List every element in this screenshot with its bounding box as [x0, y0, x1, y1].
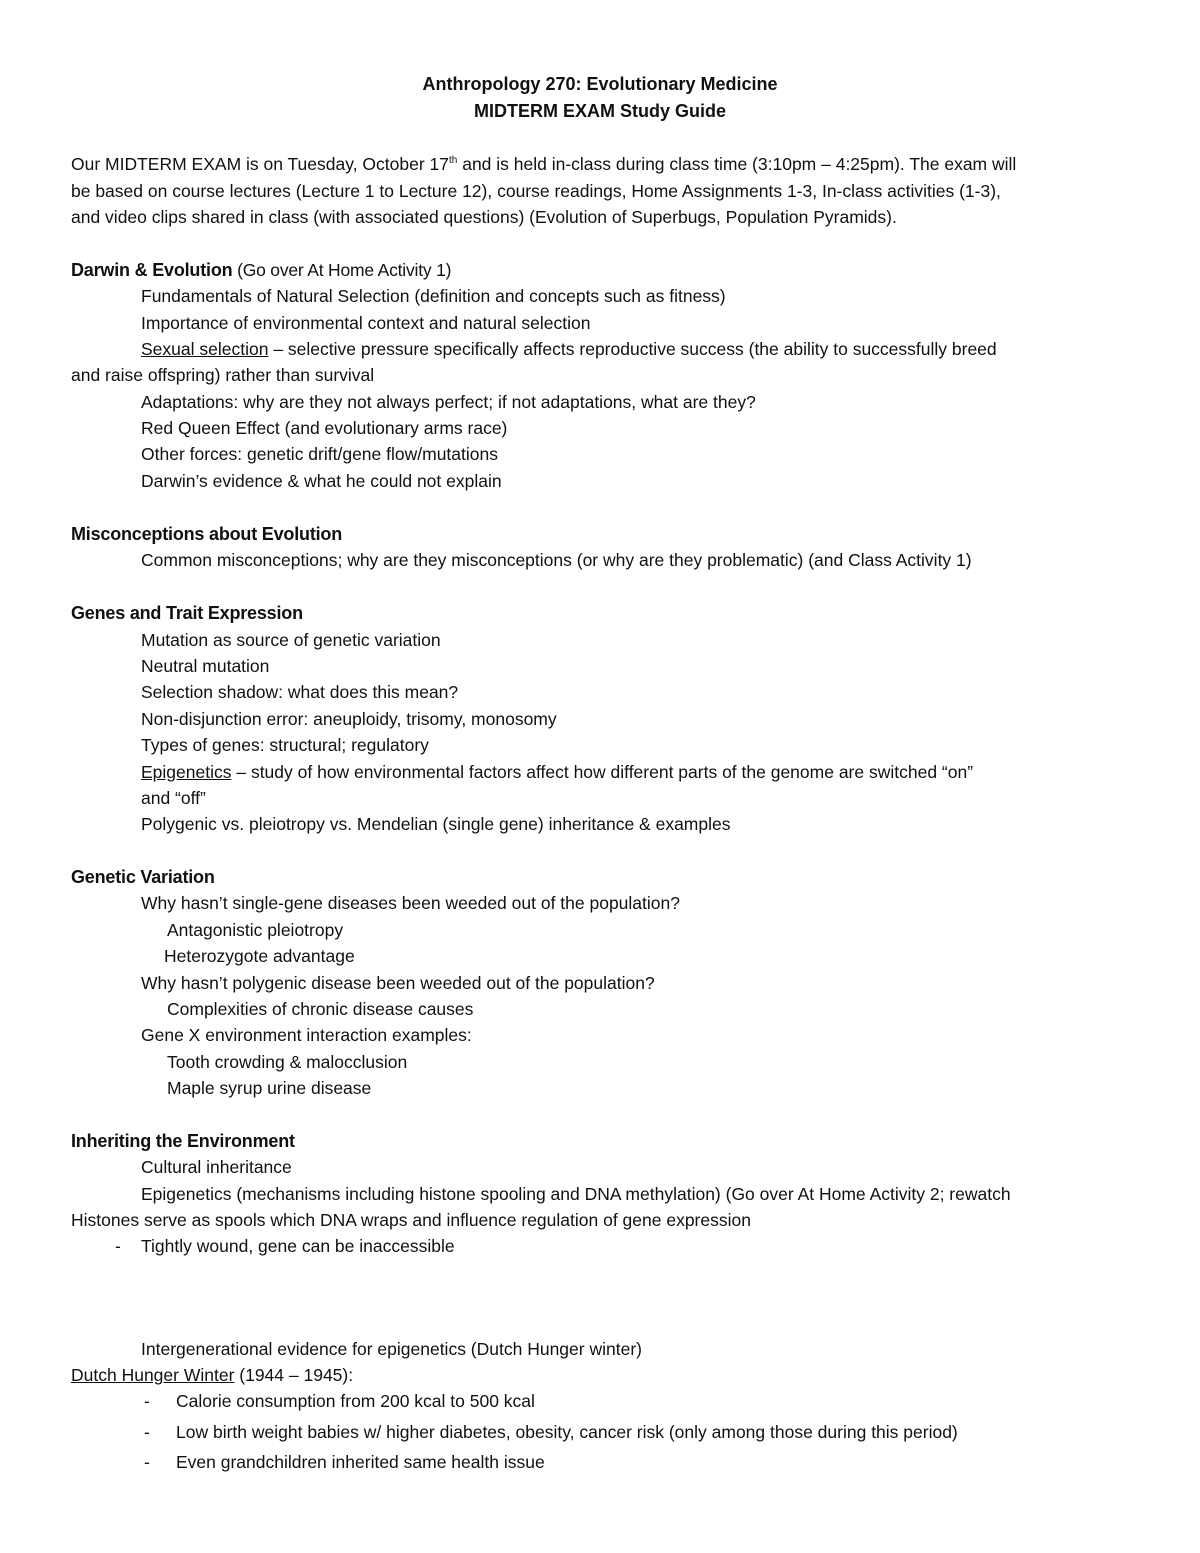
bullet-dash: -: [115, 1236, 121, 1256]
list-item: Selection shadow: what does this mean?: [141, 682, 459, 702]
list-item: Gene X environment interaction examples:: [141, 1025, 472, 1045]
list-item: Red Queen Effect (and evolutionary arms race): [141, 418, 508, 438]
list-item: Why hasn’t single-gene diseases been weeded out of the population?: [141, 893, 680, 913]
list-item: Importance of environmental context and natural selection: [141, 313, 591, 333]
term-sexual-selection: Sexual selection: [141, 339, 269, 359]
list-item: Epigenetics – study of how environmental factors affect how different parts of the genome are switched “on”: [141, 762, 974, 782]
sub-item: Maple syrup urine disease: [167, 1078, 372, 1098]
bullet-item: Tightly wound, gene can be inaccessible: [141, 1236, 455, 1256]
list-item-continuation: and “off”: [141, 788, 206, 808]
intro-line-3: and video clips shared in class (with associated questions) (Evolution of Superbugs, Population Pyramids).: [71, 207, 897, 227]
list-item: Why hasn’t polygenic disease been weeded out of the population?: [141, 973, 655, 993]
sub-item: Tooth crowding & malocclusion: [167, 1052, 408, 1072]
sub-item: Complexities of chronic disease causes: [167, 999, 474, 1019]
list-item: Fundamentals of Natural Selection (definition and concepts such as fitness): [141, 286, 726, 306]
section-heading-variation: Genetic Variation: [71, 867, 215, 887]
subheading-dutch-hunger-winter: Dutch Hunger Winter (1944 – 1945):: [71, 1365, 354, 1385]
list-item: Common misconceptions; why are they misconceptions (or why are they problematic) (and Class Activity 1): [141, 550, 972, 570]
doc-subtitle: MIDTERM EXAM Study Guide: [474, 101, 726, 121]
bullet-dash: -: [144, 1452, 150, 1472]
list-item: Adaptations: why are they not always perfect; if not adaptations, what are they?: [141, 392, 756, 412]
list-item: Other forces: genetic drift/gene flow/mutations: [141, 444, 498, 464]
list-item-continuation: Histones serve as spools which DNA wraps and influence regulation of gene expression: [71, 1210, 751, 1230]
section-heading-misconceptions: Misconceptions about Evolution: [71, 524, 343, 544]
intro-line-2: be based on course lectures (Lecture 1 to Lecture 12), course readings, Home Assignments 1-3, In-class activities (1-3),: [71, 181, 1001, 201]
list-item: Polygenic vs. pleiotropy vs. Mendelian (single gene) inheritance & examples: [141, 814, 731, 834]
list-item: Darwin’s evidence & what he could not explain: [141, 471, 502, 491]
bullet-dash: -: [144, 1422, 150, 1442]
bullet-item: Calorie consumption from 200 kcal to 500 kcal: [176, 1391, 535, 1411]
list-item: Epigenetics (mechanisms including histone spooling and DNA methylation) (Go over At Home Activity 2; rewatch: [141, 1184, 1011, 1204]
section-heading-inheriting: Inheriting the Environment: [71, 1131, 295, 1151]
list-item: Mutation as source of genetic variation: [141, 630, 441, 650]
list-item: Neutral mutation: [141, 656, 270, 676]
list-item: Non-disjunction error: aneuploidy, trisomy, monosomy: [141, 709, 557, 729]
list-item: Cultural inheritance: [141, 1157, 292, 1177]
bullet-dash: -: [144, 1391, 150, 1411]
list-item: Intergenerational evidence for epigenetics (Dutch Hunger winter): [141, 1339, 642, 1359]
sub-item: Heterozygote advantage: [164, 946, 355, 966]
section-heading-genes: Genes and Trait Expression: [71, 603, 303, 623]
term-epigenetics: Epigenetics: [141, 762, 232, 782]
bullet-item: Low birth weight babies w/ higher diabetes, obesity, cancer risk (only among those during this period): [176, 1422, 958, 1442]
doc-title: Anthropology 270: Evolutionary Medicine: [422, 74, 778, 94]
list-item-continuation: and raise offspring) rather than survival: [71, 365, 375, 385]
list-item: Types of genes: structural; regulatory: [141, 735, 429, 755]
sub-item: Antagonistic pleiotropy: [167, 920, 344, 940]
list-item: Sexual selection – selective pressure specifically affects reproductive success (the ability to successfully breed: [141, 339, 997, 359]
intro-line-1: Our MIDTERM EXAM is on Tuesday, October 17th and is held in-class during class time (3:10pm – 4:25pm). The exam will: [71, 154, 1017, 174]
bullet-item: Even grandchildren inherited same health issue: [176, 1452, 545, 1472]
section-heading-darwin: Darwin & Evolution (Go over At Home Activity 1): [71, 260, 452, 280]
